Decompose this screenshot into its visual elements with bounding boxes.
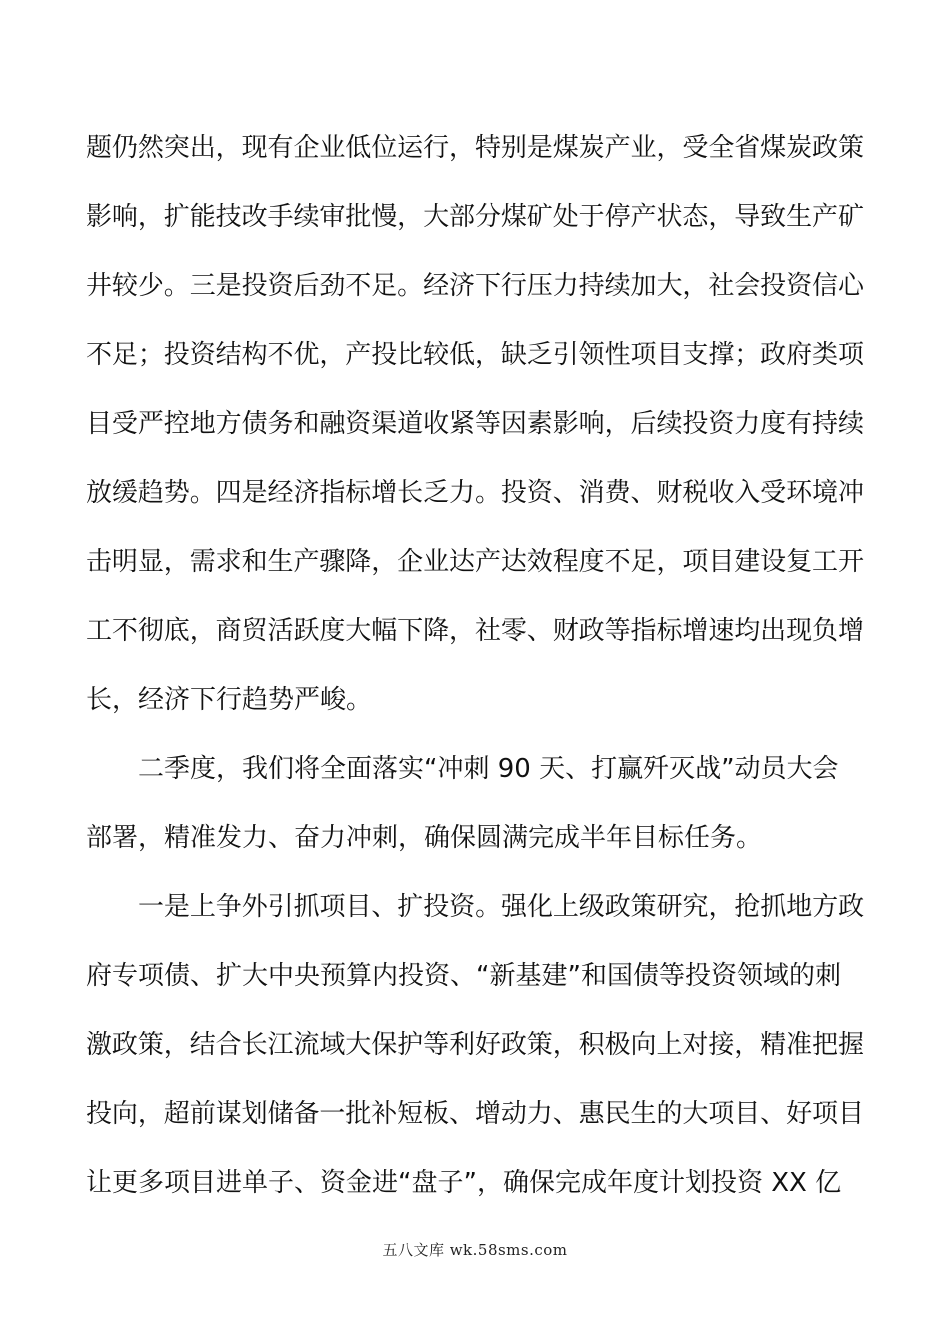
paragraph-line-13: 府专项债、扩大中央预算内投资、“新基建”和国债等投资领域的刺 [86, 961, 841, 991]
paragraph-line-4: 不足；投资结构不优，产投比较低，缺乏引领性项目支撑；政府类项 [86, 340, 864, 370]
paragraph-line-8: 工不彻底，商贸活跃度大幅下降，社零、财政等指标增速均出现负增 [86, 616, 864, 646]
paragraph-line-12: 一是上争外引抓项目、扩投资。强化上级政策研究，抢抓地方政 [138, 892, 865, 922]
paragraph-line-6: 放缓趋势。四是经济指标增长乏力。投资、消费、财税收入受环境冲 [86, 478, 864, 508]
paragraph-line-1: 题仍然突出，现有企业低位运行，特别是煤炭产业，受全省煤炭政策 [86, 133, 864, 163]
paragraph-line-7: 击明显，需求和生产骤降，企业达产达效程度不足，项目建设复工开 [86, 547, 864, 577]
paragraph-line-2: 影响，扩能技改手续审批慢，大部分煤矿处于停产状态，导致生产矿 [86, 202, 864, 232]
paragraph-line-14: 激政策，结合长江流域大保护等利好政策，积极向上对接，精准把握 [86, 1030, 864, 1060]
paragraph-line-10: 二季度，我们将全面落实“冲刺 90 天、打赢歼灭战”动员大会 [138, 754, 839, 784]
paragraph-line-11: 部署，精准发力、奋力冲刺，确保圆满完成半年目标任务。 [86, 823, 763, 853]
footer-watermark: 五八文库 wk.58sms.com [382, 1241, 568, 1259]
paragraph-line-15: 投向，超前谋划储备一批补短板、增动力、惠民生的大项目、好项目 [86, 1099, 864, 1129]
paragraph-line-5: 目受严控地方债务和融资渠道收紧等因素影响，后续投资力度有持续 [86, 409, 864, 439]
paragraph-line-3: 井较少。三是投资后劲不足。经济下行压力持续加大，社会投资信心 [86, 271, 864, 301]
paragraph-line-16: 让更多项目进单子、资金进“盘子”，确保完成年度计划投资 XX 亿 [86, 1168, 842, 1198]
paragraph-line-9: 长，经济下行趋势严峻。 [86, 685, 373, 715]
